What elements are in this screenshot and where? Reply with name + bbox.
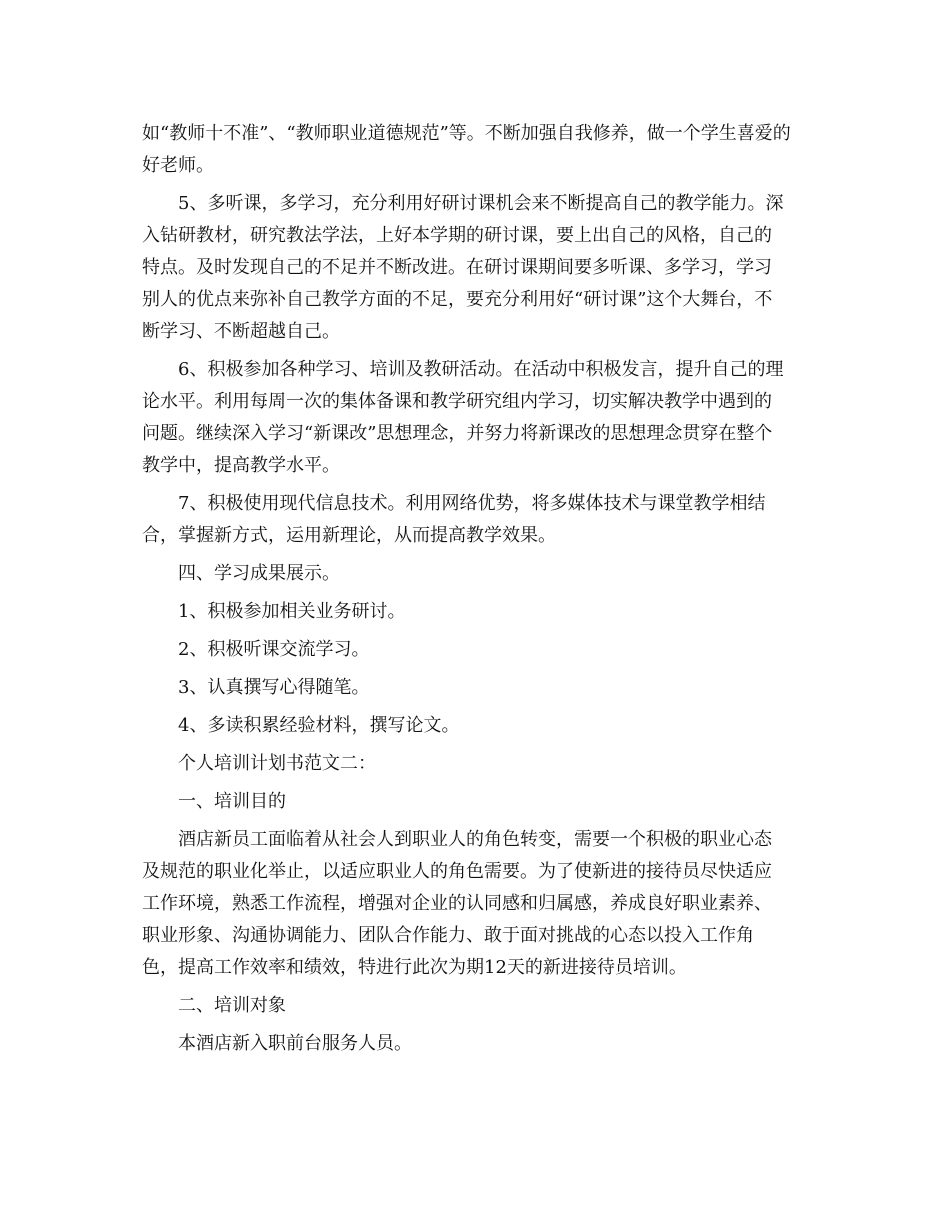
section-heading: 一、培训目的 [178, 791, 286, 812]
list-item: 1、积极参加相关业务研讨。 [178, 601, 406, 622]
list-item: 2、积极听课交流学习。 [178, 639, 370, 660]
paragraph-line: 问题。继续深入学习“新课改”思想理念，并努力将新课改的思想理念贯穿在整个 [142, 423, 773, 444]
paragraph-line: 色，提高工作效率和绩效，特进行此次为期12天的新进接待员培训。 [142, 957, 687, 978]
paragraph-line: 特点。及时发现自己的不足并不断改进。在研讨课期间要多听课、多学习，学习 [142, 257, 772, 278]
paragraph-line: 本酒店新入职前台服务人员。 [178, 1033, 412, 1054]
section-heading: 个人培训计划书范文二： [178, 753, 376, 774]
paragraph-line: 工作环境，熟悉工作流程，增强对企业的认同感和归属感，养成良好职业素养、 [142, 893, 772, 914]
list-item: 3、认真撰写心得随笔。 [178, 677, 370, 698]
paragraph-line: 好老师。 [142, 155, 214, 176]
section-heading: 二、培训对象 [178, 995, 286, 1016]
paragraph-line: 教学中，提高教学水平。 [142, 455, 340, 476]
section-heading: 四、学习成果展示。 [178, 563, 340, 584]
paragraph-line: 如“教师十不准”、“教师职业道德规范”等。不断加强自我修养，做一个学生喜爱的 [142, 123, 791, 144]
paragraph-line: 入钻研教材，研究教法学法，上好本学期的研讨课，要上出自己的风格，自己的 [142, 225, 772, 246]
paragraph-line: 5、多听课，多学习，充分利用好研讨课机会来不断提高自己的教学能力。深 [178, 193, 784, 214]
list-item: 4、多读积累经验材料，撰写论文。 [178, 715, 460, 736]
paragraph-line: 合，掌握新方式，运用新理论，从而提高教学效果。 [142, 525, 556, 546]
paragraph-line: 酒店新员工面临着从社会人到职业人的角色转变，需要一个积极的职业心态 [178, 829, 772, 850]
paragraph-line: 7、积极使用现代信息技术。利用网络优势，将多媒体技术与课堂教学相结 [178, 493, 766, 514]
paragraph-line: 职业形象、沟通协调能力、团队合作能力、敢于面对挑战的心态以投入工作角 [142, 925, 754, 946]
paragraph-line: 断学习、不断超越自己。 [142, 321, 340, 342]
paragraph-line: 6、积极参加各种学习、培训及教研活动。在活动中积极发言，提升自己的理 [178, 359, 784, 380]
paragraph-line: 论水平。利用每周一次的集体备课和教学研究组内学习，切实解决教学中遇到的 [142, 391, 772, 412]
paragraph-line: 及规范的职业化举止，以适应职业人的角色需要。为了使新进的接待员尽快适应 [142, 861, 772, 882]
document-body [142, 118, 812, 1060]
paragraph-line: 别人的优点来弥补自己教学方面的不足，要充分利用好“研讨课”这个大舞台，不 [142, 289, 773, 310]
